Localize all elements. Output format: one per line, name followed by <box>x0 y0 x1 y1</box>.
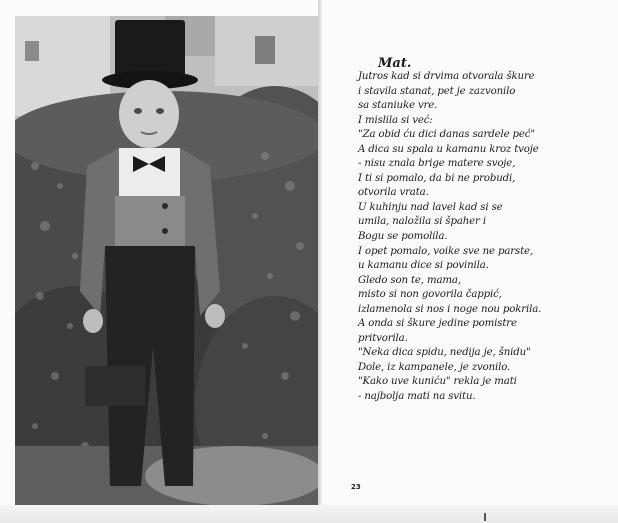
poem-line: I mislila si već: <box>358 114 433 126</box>
poem-line: otvorila vrata. <box>358 187 429 199</box>
boy-photograph <box>15 16 318 510</box>
poem-line: misto si non govorila čappić, <box>358 289 502 301</box>
scan-edge <box>0 505 618 523</box>
page-number: 23 <box>351 483 361 491</box>
poem-line: - najbolja mati na svitu. <box>358 391 476 403</box>
poem-body <box>358 70 608 405</box>
poem-line: izlamenola si nos i noge nou pokrila. <box>358 303 542 315</box>
poem-line: - nisu znala brige matere svoje, <box>358 158 516 170</box>
poem-line: Gledo son te, mama, <box>358 274 461 286</box>
poem-line: Dole, iz kampanele, je zvonilo. <box>358 361 511 373</box>
poem-line: Jutros kad si drvima otvorala škure <box>358 71 535 82</box>
poem-line: "Za obid ću dici danas sardele peć" <box>358 129 535 141</box>
poem-title: Mat. <box>378 56 412 71</box>
poem-line: sa staniuke vre. <box>358 100 438 112</box>
scan-mark <box>484 513 486 521</box>
poem-line: I opet pomalo, voike sve ne parste, <box>358 245 534 257</box>
poem-line: I ti si pomalo, da bi ne probudi, <box>358 172 516 184</box>
poem-line: "Neka dica spidu, nedija je, šnidu" <box>358 347 531 359</box>
poem-line: u kamanu dice si povinila. <box>358 260 489 272</box>
poem-line: U kuhinju nad lavel kad si se <box>358 201 503 213</box>
poem-line: umila, naložila si špaher i <box>358 216 486 228</box>
poem-line: i stavila stanat, pet je zazvonilo <box>358 85 516 97</box>
poem-line: A dica su spala u kamanu kroz tvoje <box>358 143 539 155</box>
poem-line: "Kako uve kuniću" rekla je mati <box>358 376 517 388</box>
poem-line: A onda si škure jedine pomistre <box>358 318 517 330</box>
poem-line: Bogu se pomolila. <box>358 231 448 243</box>
poem-line: pritvorila. <box>358 332 408 344</box>
